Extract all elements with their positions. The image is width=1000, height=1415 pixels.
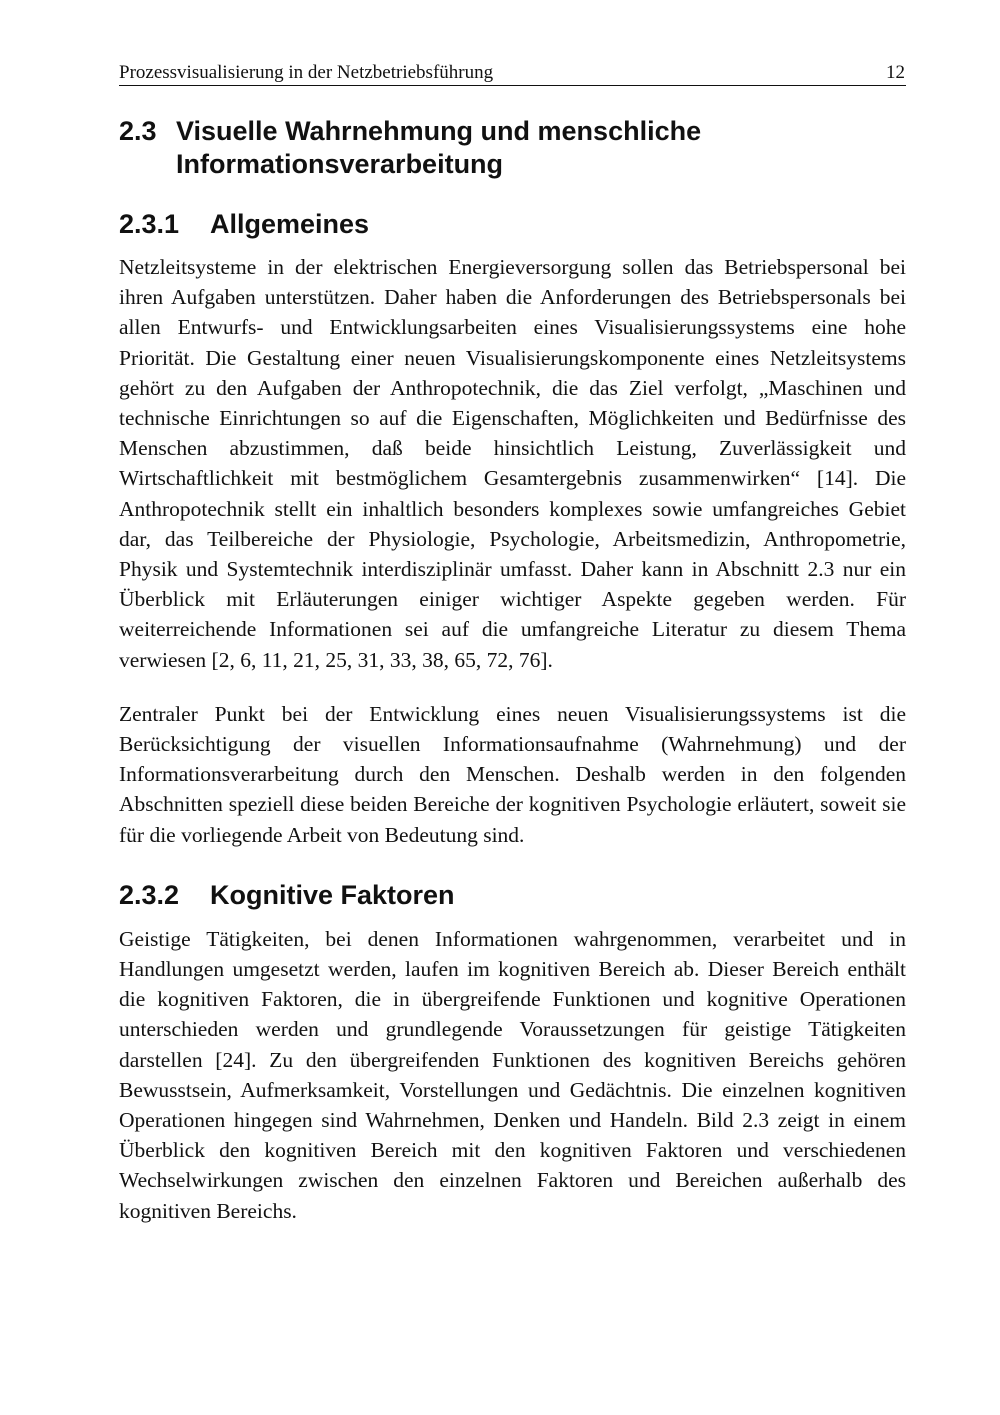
section-heading <box>119 115 906 181</box>
subsection-number: 2.3.1 <box>119 209 180 239</box>
document-page <box>119 62 906 1226</box>
body-paragraph: Netzleitsysteme in der elektrischen Energieversorgung sollen das Betriebspersonal bei ihren Aufgaben unterstützen. Daher haben die Anforderungen des Betriebspersonals bei allen Entwurfs- und Entwicklungsarbeiten eines Visualisierungssystems eine hohe Priorität. Die Gestaltung einer neuen Visualisierungskomponente eines Netzleitsystems gehört zu den Aufgaben der Anthropotechnik, die das Ziel verfolgt, „Maschinen und technische Einrichtungen so auf die Eigenschaften, Möglichkeiten und Bedürfnisse des Menschen abzustimmen, daß beide hinsichtlich Leistung, Zuverlässigkeit und Wirtschaftlichkeit mit bestmöglichem Gesamtergebnis zusammenwirken“ [14]. Die Anthropotechnik stellt ein inhaltlich besonders komplexes sowie umfangreiches Gebiet dar, das Teilbereiche der Physiologie, Psychologie, Arbeitsmedizin, Anthropometrie, Physik und Systemtechnik interdisziplinär umfasst. Daher kann in Abschnitt 2.3 nur ein Überblick mit Erläuterungen einiger wichtiger Aspekte gegeben werden. Für weiterreichende Informationen sei auf die umfangreiche Literatur zu diesem Thema verwiesen [2, 6, 11, 21, 25, 31, 33, 38, 65, 72, 76]. <box>119 255 906 672</box>
section-title: Visuelle Wahrnehmung und menschliche Informationsverarbeitung <box>176 116 702 179</box>
section-number: 2.3 <box>119 116 157 146</box>
subsection-heading-allgemeines <box>119 208 906 241</box>
body-paragraph: Zentraler Punkt bei der Entwicklung eines neuen Visualisierungssystems ist die Berücksichtigung der visuellen Informationsaufnahme (Wahrnehmung) und der Informationsverarbeitung durch den Menschen. Deshalb werden in den folgenden Abschnitten speziell diese beiden Bereiche der kognitiven Psychologie erläutert, soweit sie für die vorliegende Arbeit von Bedeutung sind. <box>119 701 906 847</box>
page-number: 12 <box>886 62 905 83</box>
running-title: Prozessvisualisierung in der Netzbetriebsführung <box>119 62 494 83</box>
running-header <box>119 62 906 86</box>
subsection-heading-kognitive-faktoren <box>119 879 906 912</box>
subsection-title: Allgemeines <box>210 209 370 239</box>
subsection-title: Kognitive Faktoren <box>210 879 455 910</box>
body-paragraph: Geistige Tätigkeiten, bei denen Informationen wahrgenommen, verarbeitet und in Handlungen umgesetzt werden, laufen im kognitiven Bereich ab. Dieser Bereich enthält die kognitiven Faktoren, die in übergreifende Funktionen und kognitive Operationen unterschieden werden und grundlegende Voraussetzungen für geistige Tätigkeiten darstellen [24]. Zu den übergreifenden Funktionen des kognitiven Bereichs gehören Bewusstsein, Aufmerksamkeit, Vorstellungen und Gedächtnis. Die einzelnen kognitiven Operationen hingegen sind Wahrnehmen, Denken und Handeln. Bild 2.3 zeigt in einem Überblick den kognitiven Bereich mit den kognitiven Faktoren und verschiedenen Wechselwirkungen zwischen den einzelnen Faktoren und Bereichen außerhalb des kognitiven Bereichs. <box>119 926 906 1223</box>
subsection-number: 2.3.2 <box>119 879 180 910</box>
